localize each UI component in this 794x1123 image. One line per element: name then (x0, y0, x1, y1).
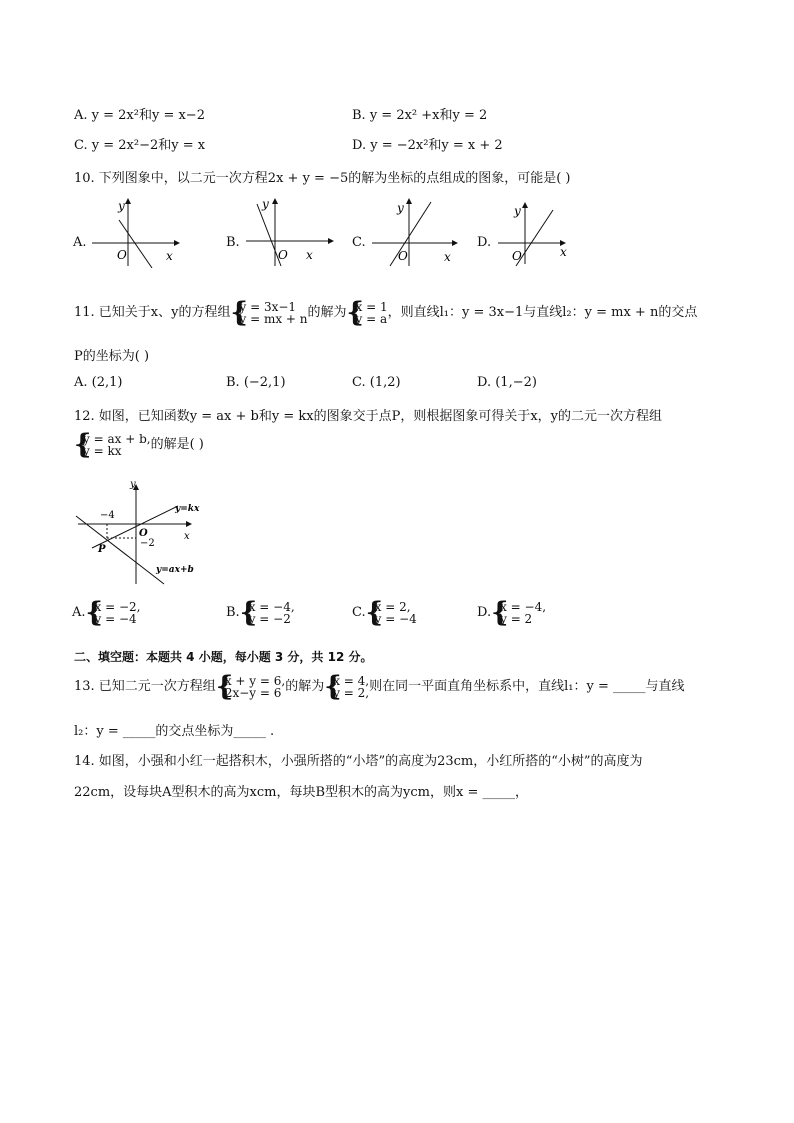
q12-eq1: y = ax + b, (83, 431, 151, 446)
q12-figure (74, 478, 214, 588)
q11-stem-a: 11. 已知关于x、y的方程组 (74, 305, 231, 320)
q11-system-2 (346, 296, 388, 328)
q13-sol1: x = 4, (333, 673, 370, 688)
q10-stem: 10. 下列图象中，以二元一次方程2x + y = −5的解为坐标的点组成的图象，可能是( ) (74, 171, 571, 186)
q11-option-a: A. (2,1) (74, 375, 123, 390)
option-label: C. (352, 605, 366, 620)
q12-option-b (226, 596, 295, 628)
q12-option-d (477, 596, 547, 628)
q13-stem (74, 670, 685, 702)
q10-graph-a (88, 198, 183, 268)
axis-label-x: x (560, 245, 567, 259)
q13-eq2: 2x−y = 6 (224, 685, 282, 700)
q13-eq1: x + y = 6, (224, 673, 286, 688)
brace-icon: { (230, 296, 248, 328)
option-eq2: y = 2 (500, 611, 533, 626)
q10-option-b-label: B. (226, 235, 240, 250)
q11-stem-c: ，则直线l₁：y = 3x−1与直线l₂：y = mx + n的交点 (387, 305, 698, 320)
q10-option-c-label: C. (352, 235, 366, 250)
q13-sol2: y = 2, (333, 685, 370, 700)
brace-icon: { (239, 596, 258, 628)
axis-label-x: x (166, 249, 173, 263)
axis-label-y: y (514, 204, 521, 218)
brace-icon: { (215, 670, 234, 702)
fig-label-o: O (139, 528, 148, 539)
q10-graph-d (494, 200, 574, 268)
fig-label-neg4: −4 (100, 510, 115, 521)
brace-icon: { (346, 296, 364, 328)
q9-option-a: A. y = 2x²和y = x−2 (74, 108, 205, 123)
fig-label-neg2: −2 (140, 538, 155, 549)
axis-label-o: O (398, 249, 408, 263)
q11-option-b: B. (−2,1) (226, 375, 286, 390)
axis-label-y: y (118, 199, 125, 213)
q11-sol1: x = 1 (355, 299, 388, 314)
q13-line2: l₂：y = _____的交点坐标为_____ . (74, 724, 275, 739)
q9-option-c: C. y = 2x²−2和y = x (74, 138, 206, 153)
option-eq1: x = 2, (374, 599, 411, 614)
option-eq2: y = −4 (374, 611, 417, 626)
q12-stem: 12. 如图，已知函数y = ax + b和y = kx的图象交于点P，则根据图象可得关于x，y的二元一次方程组 (74, 409, 663, 424)
axis-label-x: x (306, 248, 313, 262)
axis-label-o: O (117, 248, 127, 262)
q11-stem-b: 的解为 (307, 305, 347, 320)
q11-sol2: y = a (355, 311, 388, 326)
option-label: D. (477, 605, 492, 620)
fig-label-x: x (184, 531, 190, 542)
q10-option-a-label: A. (73, 235, 87, 250)
brace-icon: { (85, 596, 103, 628)
q11-stem (74, 296, 698, 328)
q12-system-line (74, 428, 204, 460)
option-system (239, 596, 295, 628)
q11-option-d: D. (1,−2) (477, 375, 537, 390)
option-eq2: y = −2 (248, 611, 291, 626)
q11-eq2: y = mx + n (239, 311, 308, 326)
option-system (491, 596, 547, 628)
q9-option-b: B. y = 2x² +x和y = 2 (352, 108, 488, 123)
q11-system-1 (230, 296, 308, 328)
axis-label-y: y (397, 201, 404, 215)
fig-label-ykx: y=kx (175, 504, 200, 514)
fig-label-p: P (98, 544, 106, 555)
option-eq1: x = −2, (94, 599, 141, 614)
q12-system (74, 428, 151, 460)
fig-label-y: y (130, 479, 136, 490)
option-system (365, 596, 417, 628)
q10-graph-b (240, 196, 340, 268)
option-eq2: y = −4 (94, 611, 137, 626)
q13-stem-a: 13. 已知二元一次方程组 (74, 679, 216, 694)
q12-option-c (352, 596, 417, 628)
q10-option-d-label: D. (477, 235, 492, 250)
option-label: B. (226, 605, 240, 620)
q11-option-c: C. (1,2) (352, 375, 401, 390)
q12-option-a (72, 596, 141, 628)
q14-line2: 22cm，设每块A型积木的高为xcm，每块B型积木的高为ycm，则x = _____， (74, 785, 528, 800)
option-eq1: x = −4, (248, 599, 295, 614)
q10-graph-c (368, 198, 463, 268)
q12-eq2: y = kx (83, 443, 122, 458)
q13-stem-c: 则在同一平面直角坐标系中，直线l₁：y = _____与直线 (369, 679, 685, 694)
q13-system-2 (324, 670, 370, 702)
brace-icon: { (491, 596, 509, 628)
axis-label-o: O (278, 248, 288, 262)
q9-option-d: D. y = −2x²和y = x + 2 (352, 138, 503, 153)
q13-stem-b: 的解为 (285, 679, 325, 694)
q12-stem-b: 的解是( ) (150, 437, 204, 452)
brace-icon: { (324, 670, 342, 702)
q11-line2: P的坐标为( ) (74, 349, 150, 364)
axis-label-o: O (512, 249, 522, 263)
q13-system-1 (215, 670, 286, 702)
q11-eq1: y = 3x−1 (239, 299, 297, 314)
option-system (85, 596, 141, 628)
brace-icon: { (74, 428, 92, 460)
section-2-heading: 二、填空题：本题共 4 小题，每小题 3 分，共 12 分。 (74, 650, 373, 664)
axis-label-x: x (444, 250, 451, 264)
axis-label-y: y (262, 197, 269, 211)
option-eq1: x = −4, (500, 599, 547, 614)
fig-label-yaxb: y=ax+b (156, 565, 194, 575)
brace-icon: { (365, 596, 383, 628)
q14-line1: 14. 如图，小强和小红一起搭积木，小强所搭的“小塔”的高度为23cm，小红所搭的“小树”的高度为 (74, 754, 643, 769)
option-label: A. (72, 605, 86, 620)
